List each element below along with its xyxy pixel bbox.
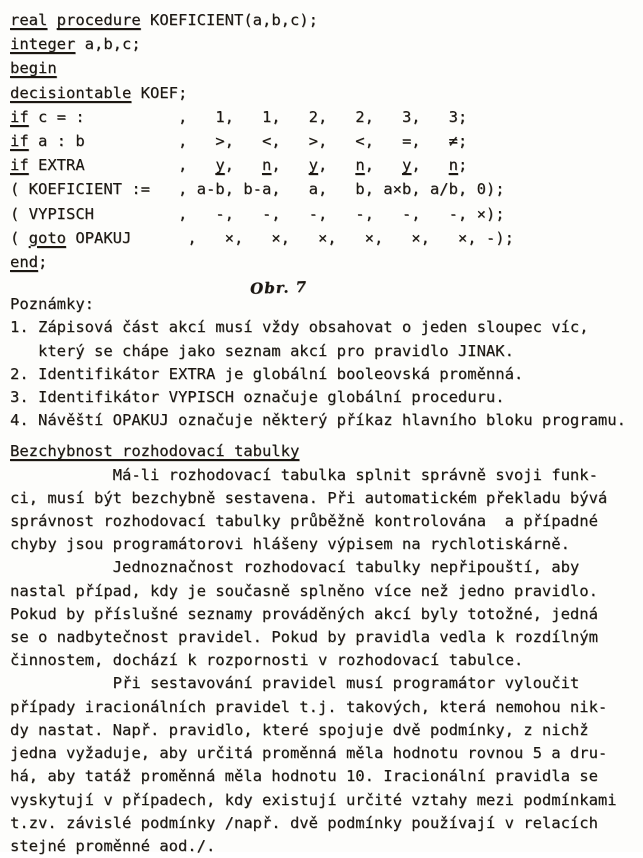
code-text: ; (458, 156, 468, 175)
text-line: nastal případ, kdy je současně splněno více než jedno pravidlo. (10, 581, 598, 600)
underlined-keyword: if (10, 132, 29, 151)
underlined-keyword: begin (10, 59, 57, 78)
text-line: případy iracionálních pravidel t.j. takových, která nemohou nik- (10, 697, 608, 716)
code-text: , (411, 156, 449, 175)
code-line (10, 32, 639, 56)
underlined-keyword: procedure (56, 11, 141, 29)
text-line: činnostem, dochází k rozpornosti v rozhodovací tabulce. (10, 651, 524, 670)
text-line: vyskytují v případech, kdy existují určité vztahy mezi podmínkami (10, 790, 617, 809)
code-text: a : b , >, <, >, <, =, ≠; (28, 132, 468, 151)
code-text: EXTRA , (28, 156, 216, 175)
text-line: Jednoznačnost rozhodovací tabulky nepřipouští, aby (10, 558, 580, 577)
notes-title: Poznámky: (10, 295, 94, 314)
text-line: Při sestavování pravidel musí programátor vyloučit (10, 674, 580, 693)
text-line: t.zv. závislé podmínky /např. dvě podmínky používají v relacích (10, 813, 598, 832)
underlined-keyword: y (402, 156, 412, 175)
notes-list (10, 316, 639, 432)
underlined-keyword: goto (28, 228, 66, 247)
underlined-keyword: end (10, 253, 38, 272)
underlined-keyword: real (10, 11, 48, 29)
code-text (47, 11, 56, 29)
text-line: který se chápe jako seznam akcí pro pravidlo JINAK. (10, 341, 514, 360)
underlined-keyword: n (355, 156, 365, 175)
code-line (10, 105, 639, 129)
underlined-keyword: integer (10, 35, 76, 54)
code-text: ( KOEFICIENT := , a-b, b-a, a, b, a×b, a/b, 0); (10, 180, 505, 199)
code-line (10, 226, 639, 250)
code-text: c = : , 1, 1, 2, 2, 3, 3; (28, 107, 468, 126)
code-text: OPAKUJ , ×, ×, ×, ×, ×, ×, -); (66, 228, 514, 247)
text-line: 2. Identifikátor EXTRA je globální booleovská proměnná. (10, 364, 524, 383)
code-text: a,b,c; (75, 35, 141, 54)
code-line (10, 129, 639, 153)
section-heading (10, 440, 639, 463)
text-line: stejné proměnné aod./. (10, 836, 216, 855)
paragraph-3 (10, 672, 639, 858)
code-text: KOEFICIENT(a,b,c); (140, 11, 318, 29)
text-line: há, aby tatáž proměnná měla hodnotu 10. Iracionální pravidla se (10, 767, 598, 786)
notes-section (10, 293, 639, 432)
code-block (10, 8, 639, 274)
text-line: ci, musí být bezchybně sestavena. Při automatickém překladu bývá (10, 488, 608, 507)
underlined-keyword: y (308, 156, 318, 175)
text-line: dy nastat. Např. pravidlo, které spojuje dvě podmínky, z nichž (10, 720, 589, 739)
paragraph-2 (10, 556, 639, 672)
underlined-keyword: n (448, 156, 459, 175)
code-line (10, 202, 639, 226)
underlined-keyword: if (10, 107, 29, 126)
text-line: jedna vyžaduje, aby určitá proměnná měla hodnotu rovnou 5 a dru- (10, 744, 608, 763)
code-text: , (364, 156, 402, 175)
underlined-keyword: decisiontable (10, 83, 132, 102)
code-text: , (224, 156, 262, 175)
code-text: ( (10, 228, 29, 247)
code-text: KOEF; (131, 83, 188, 102)
text-line: Má-li rozhodovací tabulka splnit správně svoji funk- (10, 465, 598, 484)
text-line: správnost rozhodovací tabulky průběžně kontrolována a případné (10, 512, 598, 531)
text-line: 3. Identifikátor VYPISCH označuje globální proceduru. (10, 388, 505, 407)
text-line: se o nadbytečnost pravidel. Pokud by pravidla vedla k rozdílným (10, 628, 598, 647)
code-text: ; (38, 253, 48, 272)
figure-caption: Obr. 7 (249, 278, 308, 299)
code-text: ( VYPISCH , -, -, -, -, -, -, ×); (10, 204, 505, 223)
section-heading-text: Bezchybnost rozhodovací tabulky (10, 442, 300, 461)
text-line: Pokud by příslušné seznamy prováděných akcí byly totožné, jedná (10, 604, 598, 623)
underlined-keyword: n (261, 156, 272, 175)
code-text: , (318, 156, 356, 175)
code-text: , (271, 156, 309, 175)
text-line: 4. Návěští OPAKUJ označuje některý příkaz hlavního bloku programu. (10, 411, 626, 430)
underlined-keyword: y (215, 156, 225, 175)
code-line (10, 56, 639, 80)
code-line (10, 177, 639, 201)
code-line (10, 8, 639, 32)
code-line (10, 153, 639, 177)
text-line: 1. Zápisová část akcí musí vždy obsahovat o jeden sloupec víc, (10, 318, 589, 337)
paragraph-1 (10, 464, 639, 557)
underlined-keyword: if (10, 156, 29, 175)
text-line: chyby jsou programátorovi hlášeny výpisem na rychlotiskárně. (10, 535, 570, 554)
code-line (10, 81, 639, 105)
